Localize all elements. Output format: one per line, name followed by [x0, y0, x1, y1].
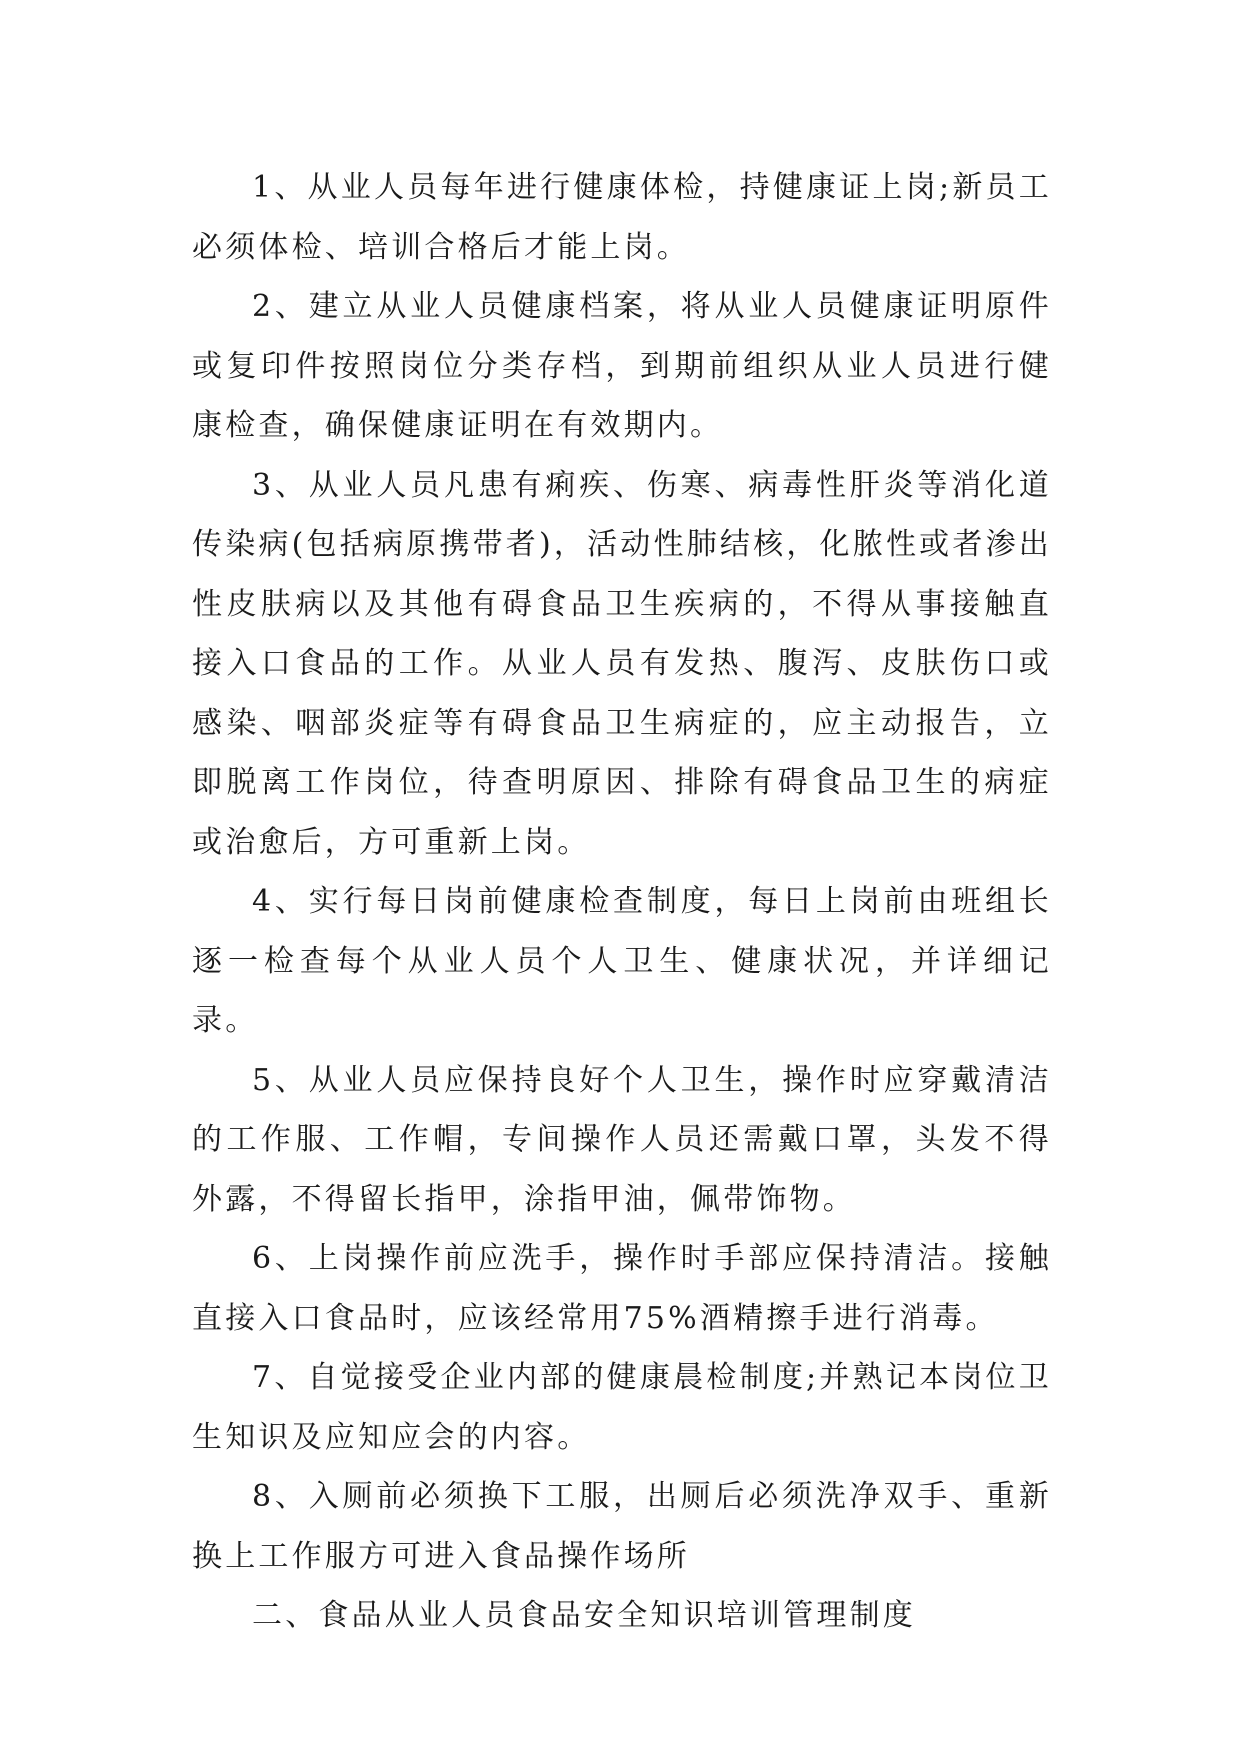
paragraph-8: 8、入厕前必须换下工服，出厕后必须洗净双手、重新换上工作服方可进入食品操作场所 — [192, 1479, 1052, 1574]
paragraph-4: 4、实行每日岗前健康检查制度，每日上岗前由班组长逐一检查每个从业人员个人卫生、健康状况，并详细记录。 — [192, 884, 1052, 1038]
section-heading: 二、食品从业人员食品安全知识培训管理制度 — [252, 1598, 916, 1633]
paragraph-6: 6、上岗操作前应洗手，操作时手部应保持清洁。接触直接入口食品时，应该经常用75%酒精擦手进行消毒。 — [192, 1241, 1052, 1336]
paragraph-7: 7、自觉接受企业内部的健康晨检制度;并熟记本岗位卫生知识及应知应会的内容。 — [192, 1360, 1052, 1455]
paragraph-1: 1、从业人员每年进行健康体检，持健康证上岗;新员工必须体检、培训合格后才能上岗。 — [192, 170, 1052, 265]
paragraph-3: 3、从业人员凡患有痢疾、伤寒、病毒性肝炎等消化道传染病(包括病原携带者)，活动性肺结核，化脓性或者渗出性皮肤病以及其他有碍食品卫生疾病的，不得从事接触直接入口食品的工作。从业人员有发热、腹泻、皮肤伤口或感染、咽部炎症等有碍食品卫生病症的，应主动报告，立即脱离工作岗位，待查明原因、排除有碍食品卫生的病症或治愈后，方可重新上岗。 — [192, 467, 1052, 860]
paragraph-2: 2、建立从业人员健康档案，将从业人员健康证明原件或复印件按照岗位分类存档，到期前组织从业人员进行健康检查，确保健康证明在有效期内。 — [192, 289, 1052, 443]
document-body — [192, 158, 1052, 1646]
paragraph-5: 5、从业人员应保持良好个人卫生，操作时应穿戴清洁的工作服、工作帽，专间操作人员还需戴口罩，头发不得外露，不得留长指甲，涂指甲油，佩带饰物。 — [192, 1062, 1052, 1217]
